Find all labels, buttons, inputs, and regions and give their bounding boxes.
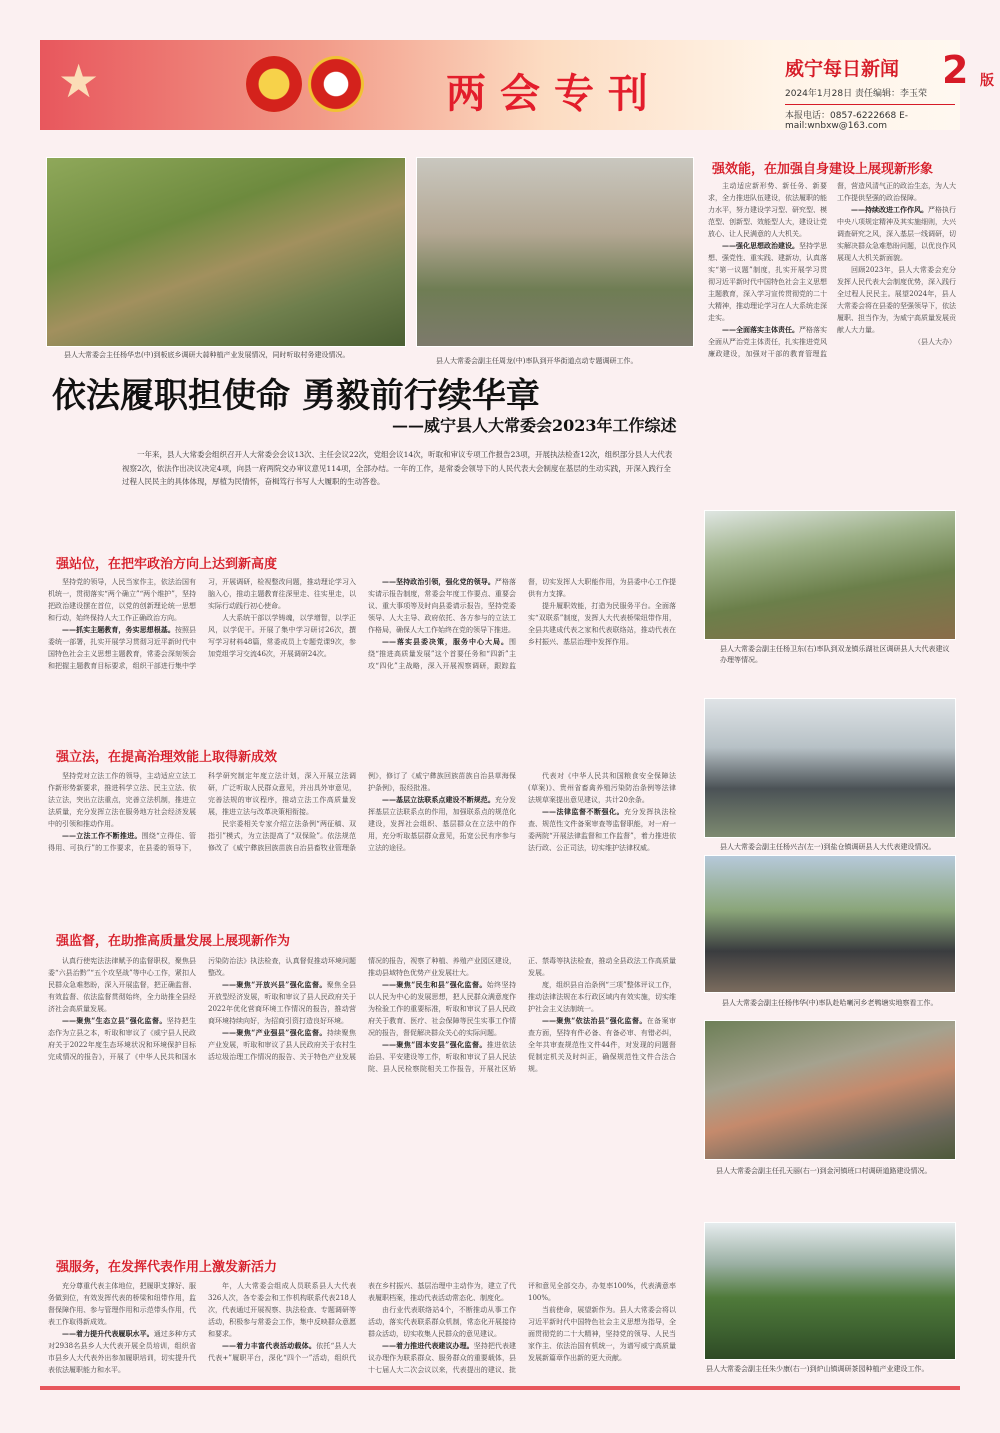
section-body-3 xyxy=(48,955,676,1250)
subheading: ——着力推进代表建议办理。 xyxy=(382,1341,474,1350)
paragraph xyxy=(368,979,516,1039)
subheading: ——聚焦“开放兴县”强化监督。 xyxy=(222,980,327,989)
headline: 依法履职担使命 勇毅前行续华章 xyxy=(52,376,540,416)
photo-top-right-caption: 县人大常委会副主任周龙(中)率队到开华街道点动专题调研工作。 xyxy=(436,357,638,365)
paragraph-text: 始终坚持以人民为中心的发展思想，把人民群众满意度作为检验工作的重要标准，听取和审议了县人民政府关于教育、医疗、社会保障等民生实事工作情况的报告，督促解决群众关心的实际问题。 xyxy=(368,981,516,1037)
photo-right-2 xyxy=(704,698,956,838)
paragraph-text: 在备案审查方面，坚持有件必备、有备必审、有错必纠，全年共审查规范性文件44件，对发现的问题督促制定机关及时纠正，确保规范性文件合法合规。 xyxy=(528,1017,676,1073)
paragraph xyxy=(208,979,356,1027)
photo-top-left-caption: 县人大常委会主任杨华忠(中)到板底乡调研大蒜种植产业发展情况，同时听取村务建设情况。 xyxy=(64,351,350,359)
subheading: ——持续改进工作作风。 xyxy=(851,205,928,214)
paragraph: 代表对《中华人民共和国粮食安全保障法(草案)》、贵州省畜禽养殖污染防治条例等法律法规草案提出意见建议，共计20余条。 xyxy=(528,772,676,804)
section-body-4 xyxy=(48,1280,676,1380)
paragraph xyxy=(48,1328,196,1376)
photo-right-2-caption: 县人大常委会副主任杨兴吉(左一)到盐仓镇调研县人大代表建设情况。 xyxy=(720,843,936,851)
paragraph: 充分尊重代表主体地位，把履职支撑好、服务做到位，有效发挥代表的桥梁和纽带作用，监督保障作用、参与管理作用和示范带头作用，代表工作取得新成效。 xyxy=(48,1282,196,1326)
paragraph xyxy=(837,204,956,264)
subheading: ——坚持政治引领，强化党的领导。 xyxy=(382,577,495,586)
paragraph: 回顾2023年，县人大常委会充分发挥人民代表大会制度优势，深入践行全过程人民民主。展望2024年，县人大常委会将在县委的坚强领导下，依法履职、担当作为，为威宁高质量发展贡献人大力量。 xyxy=(837,266,956,334)
paragraph xyxy=(528,806,676,854)
section-title-1: 强站位，在把牢政治方向上达到新高度 xyxy=(56,557,278,572)
paragraph: 主动适应新形势、新任务、新要求，全力推进队伍建设，依法履职的能力水平，努力建设学习型、研究型、模范型、创新型、效能型人大，建设让党放心、让人民满意的人大机关。 xyxy=(708,182,827,238)
photo-right-3-caption: 县人大常委会副主任杨伟华(中)率队赴哈喇河乡老鸭塘实地察看工作。 xyxy=(722,999,938,1007)
subheading: ——法律监督不断强化。 xyxy=(542,807,624,816)
signature: （县人大办） xyxy=(914,338,956,346)
paragraph: 民宗委相关专家介绍立法条例“两征稿、双指引”模式，为立法提高了“双保险”。依法规范修改了《威宁彝族回族苗族自治县畜牧业管理条例》，修订了《威宁彝族回族苗族自治县草海保护条例》，报经批准。 xyxy=(208,772,516,852)
paragraph-text: 按照县委统一部署，扎实开展学习贯彻习近平新时代中国特色社会主义思想主题教育，常委会深刻领会和把握主题教育目标要求，组织干部进行集中学习，开展调研，检视整改问题，推动理论学习入脑入心，推动主题教育往深里走、往实里走，以实际行动践行初心使命。 xyxy=(48,578,356,670)
paragraph-text: 推进依法治县、平安建设等工作，听取和审议了县人民法院、县人民检察院相关工作报告，开展社区矫正、禁毒等执法检查，推动全县政法工作高质量发展。 xyxy=(368,957,676,1073)
section-body-2 xyxy=(48,770,676,920)
paragraph-text: 坚持把代表建议办理作为联系群众、服务群众的重要载体，县十七届人大二次会议以来，代表提出的建议、批评和意见全部交办，办复率100%，代表满意率100%。 xyxy=(368,1282,676,1374)
paragraph xyxy=(368,794,516,854)
paragraph: 提升履职效能，打造为民服务平台。全面落实“双联系”制度，发挥人大代表桥梁纽带作用，全县共建成代表之家和代表联络站，推动代表在乡村振兴、基层治理中发挥作用。 xyxy=(528,602,676,646)
paragraph: 坚持党的领导，人民当家作主，依法治国有机统一，贯彻落实“两个确立”“两个维护”，坚持把政治建设摆在首位，以党的创新理论统一思想和行动，始终保持人大工作正确政治方向。 xyxy=(48,578,196,622)
paragraph: 坚持党对立法工作的领导，主动适应立法工作新形势新要求，推进科学立法、民主立法、依法立法，突出立法重点，完善立法机制，推进立法质量，充分发挥立法在服务地方社会经济发展中的引领和推动作用。 xyxy=(48,772,196,828)
photo-right-1 xyxy=(704,510,956,640)
page-number: 2 xyxy=(942,48,969,92)
subheading: ——着力提升代表履职水平。 xyxy=(62,1329,154,1338)
subheading: ——聚焦“生态立县”强化监督。 xyxy=(62,1016,167,1025)
paragraph: 人大系统干部以学铸魂，以学增智，以学正风，以学促干。开展了集中学习研讨26次，撰写学习材料48篇，常委成员上专题党课9次，参加党组学习交流46次，开展调研24次。 xyxy=(208,614,356,658)
section-body-5 xyxy=(708,180,956,502)
paragraph: 当前使命，展望新作为。县人大常委会将以习近平新时代中国特色社会主义思想为指导，全面贯彻党的二十大精神，坚持党的领导、人民当家作主、依法治国有机统一，为谱写威宁高质量发展新篇章作出新的更大贡献。 xyxy=(528,1306,676,1362)
paragraph-text: 依托“县人大代表+”履职平台，深化“四个一”活动，组织代表在乡村振兴、基层治理中主动作为，建立了代表履职档案，推动代表活动常态化、制度化。 xyxy=(208,1282,516,1362)
intro-paragraph: 一年来，县人大常委会组织召开人大常委会会议13次、主任会议22次，党组会议14次，听取和审议专项工作报告23项，开展执法检查12次，组织部分县人大代表视察2次，依法作出决议决定4项，向县一府两院交办审议意见114项，全部办结。一年的工作，是常委会领导下的人民代表大会制度在基层的生动实践，开深入践行全过程人民民主的具体体现，厚植为民情怀，奋楫笃行书写人大履职的生动答卷。 xyxy=(122,450,673,486)
paragraph-text: 通过多种方式对2938名县乡人大代表开展全员培训，组织省市县乡人大代表外出参加履职培训，切实提升代表依法履职能力和水平。 xyxy=(48,1330,197,1374)
paragraph-text: 严格落实请示报告制度，常委会年度工作要点、重要会议、重大事项等及时向县委请示报告，坚持党委领导、人大主导、政府依托、各方参与的立法工作格局，确保人大工作始终在党的领导下推进。 xyxy=(368,578,517,634)
paragraph-text: 持续聚焦产业发展，听取和审议了县人民政府关于农村生活垃圾治理工作情况的报告、关于特色产业发展情况的报告，视察了种植、养殖产业园区建设，推动县域特色优势产业发展壮大。 xyxy=(208,957,516,1061)
paragraph: 度，组织县自治条例“三项”整体评议工作，推动法律法规在本行政区域内有效实施，切实维护社会主义法制统一。 xyxy=(528,981,676,1013)
paragraph-text: 严格落实全面从严治党主体责任，扎实推进党风廉政建设，加强对干部的教育管理监督，营造风清气正的政治生态，为人大工作提供坚强的政治保障。 xyxy=(708,182,956,358)
photo-right-5-caption: 县人大常委会副主任朱少康(右一)到炉山镇调研茶园种植产业建设工作。 xyxy=(706,1365,929,1373)
subheadline: ——威宁县人大常委会2023年工作综述 xyxy=(392,416,677,435)
subheading: ——聚焦“产业强县”强化监督。 xyxy=(222,1028,327,1037)
section-title-3: 强监督，在助推高质量发展上展现新作为 xyxy=(56,934,291,949)
national-emblem-icon xyxy=(246,56,302,112)
paragraph-text: 聚焦全县开放型经济发展，听取和审议了县人民政府关于2022年优化营商环境工作情况的报告，推动营商环境持续向好，为招商引资打造良好环境。 xyxy=(208,981,356,1025)
subheading: ——落实县委决策，服务中心大局。 xyxy=(382,637,509,646)
section-title-4: 强服务，在发挥代表作用上激发新活力 xyxy=(56,1260,278,1275)
photo-top-left xyxy=(46,157,406,347)
subheading: ——聚焦“民生和县”强化监督。 xyxy=(382,980,487,989)
photo-right-5 xyxy=(704,1222,956,1360)
paragraph xyxy=(528,1015,676,1075)
photo-top-right xyxy=(416,157,694,347)
photo-right-4-caption: 县人大常委会副主任孔天丽(右一)到金河镇班口村调研道路建设情况。 xyxy=(716,1167,932,1175)
date-editor-line: 2024年1月28日 责任编辑：李玉荣 xyxy=(785,89,927,99)
star-icon: ★ xyxy=(58,54,100,108)
page-number-suffix: 版 xyxy=(980,73,994,89)
photo-right-1-caption: 县人大常委会副主任杨卫东(右)率队到双龙镇乐湖社区调研县人大代表建议办理等情况。 xyxy=(720,645,950,664)
paragraph-text: 充分发挥基层立法联系点的作用，加强联系点的规范化建设，发挥社会组织、基层群众在立法中的作用，充分听取基层群众意见，拓宽公民有序参与立法的途径。 xyxy=(368,796,517,852)
subheading: ——抓实主题教育，务实思想根基。 xyxy=(62,625,175,634)
contact-line: 本报电话：0857-6222668 E-mail:wnbxw@163.com xyxy=(785,104,955,131)
paragraph-text: 坚持学思想、强党性、重实践、建新功，认真落实“第一议题”制度，扎实开展学习贯彻习近平新时代中国特色社会主义思想主题教育，深入学习宣传贯彻党的二十大精神，推动理论学习在人大系统走深走实。 xyxy=(708,242,827,322)
journal-title: 两会专刊 xyxy=(446,71,662,117)
paragraph: 由行业代表联络站4个，不断推动从事工作活动，落实代表联系群众机制，常态化开展接待群众活动，切实收集人民群众的意见建议。 xyxy=(368,1306,516,1338)
section-title-2: 强立法，在提高治理效能上取得新成效 xyxy=(56,750,278,765)
paragraph xyxy=(708,240,827,324)
paragraph: 认真行使宪法法律赋予的监督职权，聚焦县委“六县治黔”“五个攻坚战”等中心工作，紧扣人民群众急难愁盼，深入开展监督，把正确监督、有效监督、依法监督贯彻始终，全力助推全县经济社会高质量发展。 xyxy=(48,957,196,1013)
photo-right-3 xyxy=(704,855,956,993)
paragraph-text: 围绕“立得住、管得用、可执行”的工作要求，在县委的领导下，科学研究制定年度立法计划，深入开展立法调研，广泛听取人民群众意见，并出具外审意见，完善法规的审议程序，推动立法工作高质量发展，推进立法与改革决策相衔接。 xyxy=(48,772,356,852)
bottom-border xyxy=(40,1386,960,1390)
section-title-5: 强效能，在加强自身建设上展现新形象 xyxy=(712,162,934,177)
cppcc-emblem-icon xyxy=(308,56,364,112)
paragraph xyxy=(368,576,516,636)
subheading: ——聚焦“依法治县”强化监督。 xyxy=(542,1016,647,1025)
paragraph-text: 坚持把生态作为立县之本，听取和审议了《威宁县人民政府关于2022年度生态环境状况和环境保护目标完成情况的报告》，开展了《中华人民共和国水污染防治法》执法检查，认真督促推动环境问题整改。 xyxy=(48,957,356,1061)
paragraph-text: 严格执行中央八项规定精神及其实施细则，大兴调查研究之风，深入基层一线调研，切实解决群众急难愁盼问题，以优良作风展现人大机关新面貌。 xyxy=(837,206,956,262)
section-body-1 xyxy=(48,576,676,736)
subheading: ——聚焦“固本安县”强化监督。 xyxy=(382,1040,487,1049)
paragraph-text: 围绕“推进高质量发展”这个首要任务和“四新”主攻“四化”主战略，深入开展视察调研，跟踪监督，切实发挥人大职能作用，为县委中心工作提供有力支撑。 xyxy=(368,578,676,670)
paragraph-text: 充分发挥执法检查、规范性文件备案审查等监督职能，对一府一委两院“开展法律监督和工作监督”，着力推进依法行政、公正司法，切实维护法律权威。 xyxy=(528,808,676,852)
masthead xyxy=(40,40,994,131)
paragraph: 年，人大常委会组成人员联系县人大代表326人次，各专委会和工作机构联系代表218人次，代表通过开展视察、执法检查、专题调研等活动，积极参与常委会工作，集中反映群众意愿和要求。 xyxy=(208,1282,356,1338)
photo-right-4 xyxy=(704,1020,956,1160)
subheading: ——强化思想政治建设。 xyxy=(722,241,799,250)
subheading: ——着力丰富代表活动载体。 xyxy=(222,1341,317,1350)
subheading: ——基层立法联系点建设不断规范。 xyxy=(382,795,495,804)
subheading: ——全面落实主体责任。 xyxy=(722,325,799,334)
paper-name: 威宁每日新闻 xyxy=(785,58,900,80)
subheading: ——立法工作不断推进。 xyxy=(62,831,142,840)
